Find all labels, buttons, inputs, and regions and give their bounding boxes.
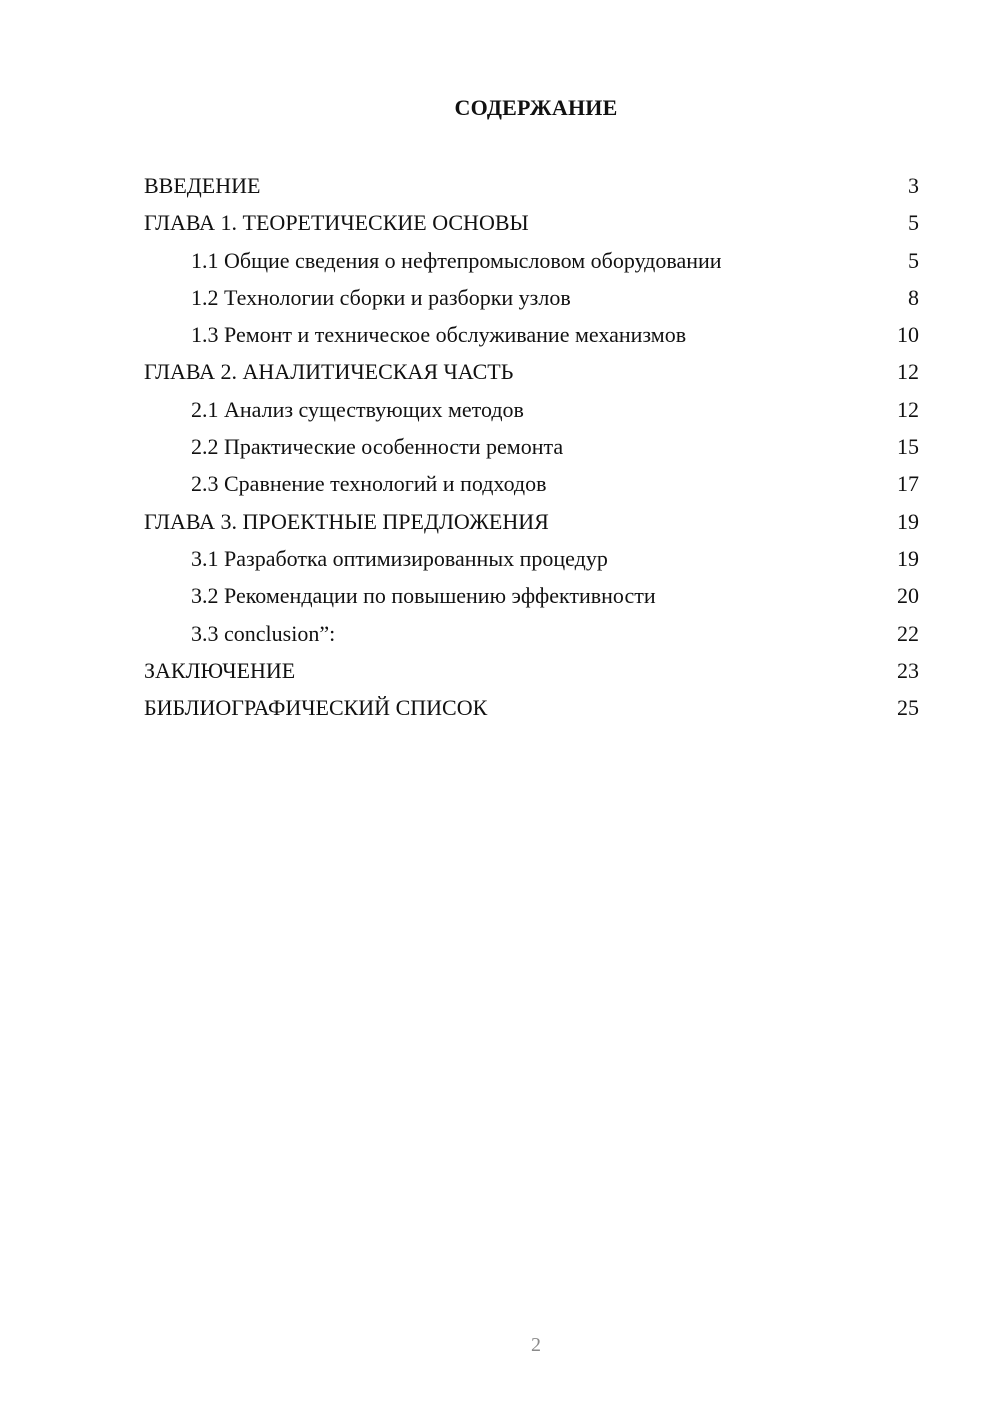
toc-entry-label: БИБЛИОГРАФИЧЕСКИЙ СПИСОК	[144, 695, 488, 721]
toc-entry-label: 3.2 Рекомендации по повышению эффективности	[191, 583, 656, 609]
toc-entry-section-1-2[interactable]	[144, 279, 919, 316]
toc-entry-section-3-1[interactable]	[144, 540, 919, 577]
toc-entry-section-3-3[interactable]	[144, 615, 919, 652]
toc-entry-page-number: 10	[897, 322, 919, 348]
toc-entry-conclusion[interactable]	[144, 652, 919, 689]
toc-entry-label: 2.1 Анализ существующих методов	[191, 396, 524, 422]
toc-entry-label: 2.3 Сравнение технологий и подходов	[191, 471, 547, 497]
toc-entry-page-number: 12	[897, 359, 919, 385]
toc-entry-section-2-2[interactable]	[144, 428, 919, 465]
page-title: СОДЕРЖАНИЕ	[454, 95, 618, 120]
toc-entry-section-3-2[interactable]	[144, 577, 919, 614]
toc-entry-page-number: 23	[897, 657, 919, 683]
toc-entry-page-number: 19	[897, 545, 919, 571]
toc-entry-chapter-1[interactable]	[144, 204, 919, 241]
toc-entry-chapter-3[interactable]	[144, 503, 919, 540]
toc-entry-introduction[interactable]	[144, 167, 919, 204]
table-of-contents	[144, 167, 919, 726]
toc-entry-label: 2.2 Практические особенности ремонта	[191, 434, 564, 460]
toc-entry-page-number: 15	[897, 434, 919, 460]
toc-entry-page-number: 3	[908, 173, 919, 198]
toc-entry-page-number: 17	[897, 471, 919, 497]
toc-entry-label: 3.3 conclusion”:	[191, 620, 336, 646]
page-number: 2	[531, 1334, 541, 1356]
toc-entry-label: ГЛАВА 3. ПРОЕКТНЫЕ ПРЕДЛОЖЕНИЯ	[144, 508, 549, 534]
toc-entry-section-1-3[interactable]	[144, 316, 919, 353]
toc-entry-section-2-1[interactable]	[144, 391, 919, 428]
toc-entry-bibliography[interactable]	[144, 689, 919, 726]
toc-entry-page-number: 12	[897, 396, 919, 422]
toc-entry-section-2-3[interactable]	[144, 465, 919, 502]
toc-entry-label: 3.1 Разработка оптимизированных процедур	[191, 545, 608, 571]
toc-entry-page-number: 25	[897, 695, 919, 721]
toc-entry-chapter-2[interactable]	[144, 353, 919, 390]
toc-entry-label: ГЛАВА 1. ТЕОРЕТИЧЕСКИЕ ОСНОВЫ	[144, 210, 529, 236]
toc-entry-page-number: 5	[908, 210, 919, 236]
toc-entry-label: ГЛАВА 2. АНАЛИТИЧЕСКАЯ ЧАСТЬ	[144, 359, 514, 385]
toc-entry-page-number: 8	[908, 284, 919, 310]
toc-entry-page-number: 20	[897, 583, 919, 609]
toc-entry-label: ЗАКЛЮЧЕНИЕ	[144, 657, 296, 683]
toc-entry-label: ВВЕДЕНИЕ	[144, 173, 261, 198]
toc-entry-page-number: 5	[908, 247, 919, 273]
toc-entry-label: 1.1 Общие сведения о нефтепромысловом оборудовании	[191, 247, 722, 273]
toc-entry-label: 1.3 Ремонт и техническое обслуживание механизмов	[191, 322, 687, 348]
toc-entry-label: 1.2 Технологии сборки и разборки узлов	[191, 284, 571, 310]
toc-entry-page-number: 22	[897, 620, 919, 646]
toc-entry-page-number: 19	[897, 508, 919, 534]
toc-entry-section-1-1[interactable]	[144, 242, 919, 279]
